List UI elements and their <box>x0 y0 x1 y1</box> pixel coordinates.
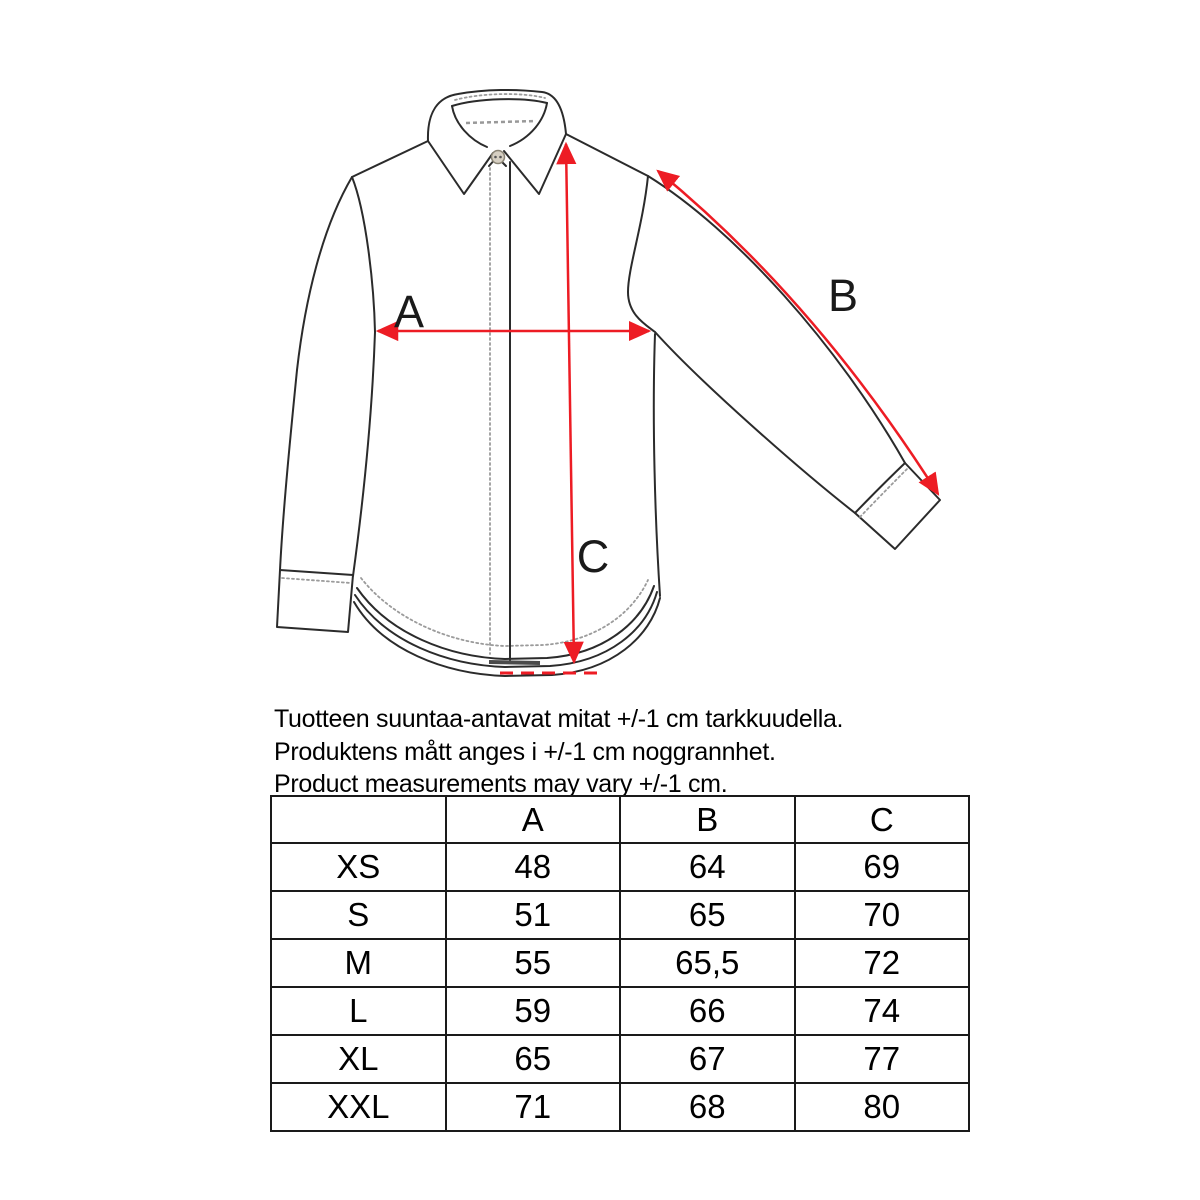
size-cell-a: 71 <box>446 1083 621 1131</box>
size-cell-label: XS <box>271 843 446 891</box>
size-cell-a: 65 <box>446 1035 621 1083</box>
size-cell-a: 55 <box>446 939 621 987</box>
size-cell-c: 70 <box>795 891 970 939</box>
size-table-header-row <box>271 796 969 843</box>
size-table-header-b: B <box>620 796 795 843</box>
size-row-s <box>271 891 969 939</box>
size-cell-label: M <box>271 939 446 987</box>
size-table-header-a: A <box>446 796 621 843</box>
tolerance-note-fi: Tuotteen suuntaa-antavat mitat +/-1 cm tarkkuudella. <box>274 705 844 733</box>
size-cell-b: 66 <box>620 987 795 1035</box>
size-cell-c: 72 <box>795 939 970 987</box>
size-row-m <box>271 939 969 987</box>
dimension-label-c: C <box>576 531 610 582</box>
tolerance-notes <box>274 703 843 801</box>
shirt-outline <box>277 90 940 676</box>
size-cell-c: 77 <box>795 1035 970 1083</box>
size-table-header-c: C <box>795 796 970 843</box>
size-row-xs <box>271 843 969 891</box>
size-cell-a: 59 <box>446 987 621 1035</box>
size-cell-a: 51 <box>446 891 621 939</box>
size-cell-b: 67 <box>620 1035 795 1083</box>
size-table-header-size <box>271 796 446 843</box>
collar <box>428 90 566 194</box>
size-cell-c: 69 <box>795 843 970 891</box>
size-cell-c: 74 <box>795 987 970 1035</box>
size-table <box>270 795 970 1132</box>
size-cell-b: 65 <box>620 891 795 939</box>
size-cell-b: 65,5 <box>620 939 795 987</box>
measurement-arrow-c <box>566 144 574 662</box>
size-cell-label: L <box>271 987 446 1035</box>
dimension-label-b: B <box>827 270 859 321</box>
size-row-xl <box>271 1035 969 1083</box>
size-cell-c: 80 <box>795 1083 970 1131</box>
size-cell-label: S <box>271 891 446 939</box>
size-cell-b: 64 <box>620 843 795 891</box>
size-cell-label: XL <box>271 1035 446 1083</box>
collar-button <box>492 151 505 164</box>
size-cell-a: 48 <box>446 843 621 891</box>
measurement-arrows <box>378 144 938 673</box>
dimension-label-a: A <box>393 286 425 337</box>
size-row-l <box>271 987 969 1035</box>
size-row-xxl <box>271 1083 969 1131</box>
size-cell-b: 68 <box>620 1083 795 1131</box>
tolerance-note-en: Product measurements may vary +/-1 cm. <box>274 770 728 798</box>
tolerance-note-sv: Produktens mått anges i +/-1 cm noggrannhet. <box>274 737 776 766</box>
size-cell-label: XXL <box>271 1083 446 1131</box>
